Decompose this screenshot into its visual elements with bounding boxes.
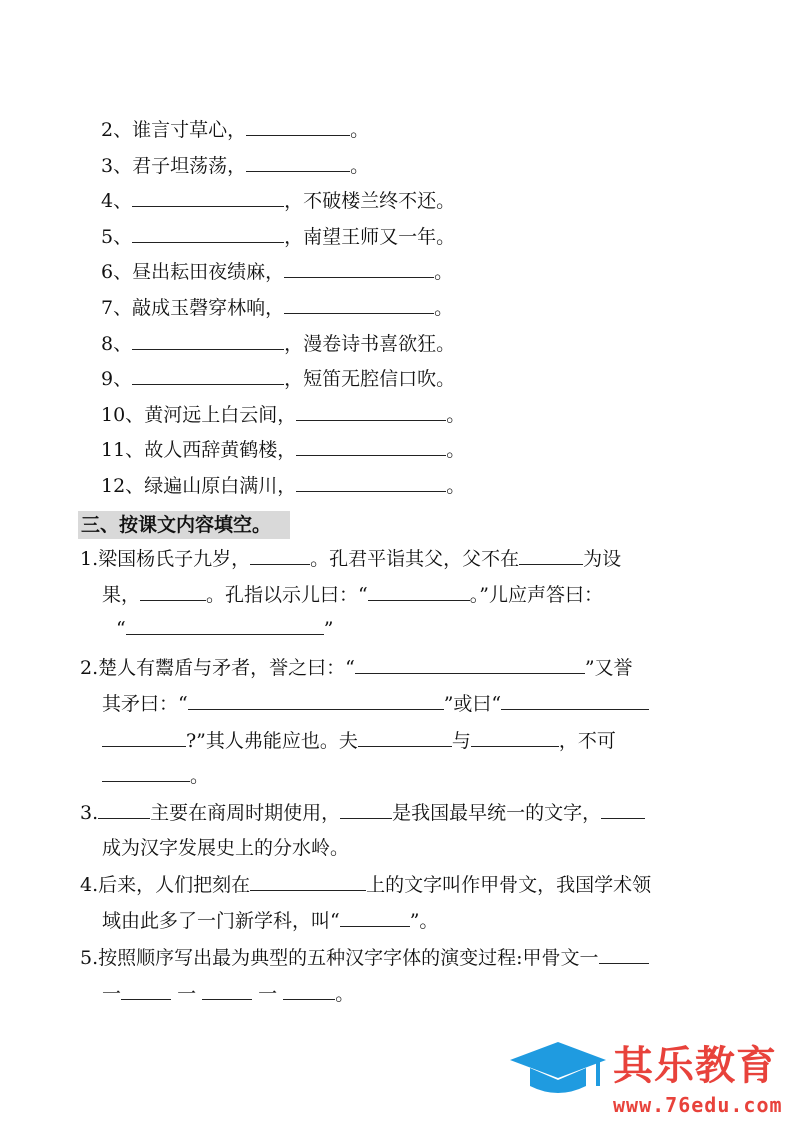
answer-blank[interactable] — [132, 225, 284, 243]
q5-dash: 一 — [102, 983, 122, 1005]
answer-blank[interactable] — [296, 403, 446, 421]
q3-text: 成为汉字发展史上的分水岭。 — [102, 837, 350, 859]
poem-text: ，漫卷诗书喜欲狂。 — [284, 333, 456, 355]
answer-blank[interactable] — [188, 692, 444, 710]
answer-blank[interactable] — [246, 154, 350, 172]
poem-text: 。 — [446, 439, 466, 461]
poem-text: 谁言寸草心， — [132, 119, 247, 141]
poem-text: 君子坦荡荡， — [132, 155, 247, 177]
answer-blank[interactable] — [296, 438, 446, 456]
question-2-line-4 — [102, 764, 209, 788]
poem-number: 9、 — [101, 368, 133, 390]
q2-text: 。 — [190, 765, 210, 787]
poem-text: 敲成玉磬穿林响， — [132, 297, 285, 319]
poem-number: 6、 — [101, 261, 133, 283]
answer-blank[interactable] — [126, 617, 324, 635]
q2-text: ”或曰“ — [443, 693, 502, 715]
poem-line — [101, 154, 369, 178]
poem-text: 。 — [350, 119, 370, 141]
question-1-line-3 — [116, 617, 333, 641]
answer-blank[interactable] — [250, 873, 366, 891]
q5-dash: 一 — [177, 983, 197, 1005]
poem-number: 3、 — [101, 155, 133, 177]
question-4-line-2 — [102, 909, 438, 933]
poem-line — [101, 403, 465, 427]
q3-text: 3. — [80, 802, 99, 824]
poem-number: 4、 — [101, 190, 133, 212]
answer-blank[interactable] — [140, 583, 206, 601]
q4-text: 4.后来，人们把刻在 — [80, 874, 251, 896]
answer-blank[interactable] — [340, 909, 410, 927]
poem-text: 。 — [446, 404, 466, 426]
poem-line — [101, 367, 455, 391]
question-1-line-2 — [102, 583, 603, 607]
answer-blank[interactable] — [132, 189, 284, 207]
q5-dash: 一 — [258, 983, 278, 1005]
section-title: 三、按课文内容填空。 — [78, 511, 290, 539]
q2-text: ”又誉 — [584, 657, 633, 679]
q1-text: 。孔指以示儿曰：“ — [206, 584, 368, 606]
q5-text: 5.按照顺序写出最为典型的五种汉字字体的演变过程:甲骨文一 — [80, 947, 599, 969]
poem-line — [101, 118, 369, 142]
q1-text: 。”儿应声答曰： — [469, 584, 603, 606]
q4-text: 域由此多了一门新学科，叫“ — [102, 910, 340, 932]
q3-text: 主要在商周时期使用， — [150, 802, 341, 824]
q2-text: 与 — [451, 730, 471, 752]
answer-blank[interactable] — [284, 296, 434, 314]
poem-text: 故人西辞黄鹤楼， — [144, 439, 297, 461]
question-5-line-1 — [80, 946, 649, 970]
logo-url[interactable]: www.76edu.com — [613, 1093, 783, 1117]
poem-line — [101, 225, 455, 249]
poem-text: 。 — [434, 297, 454, 319]
poem-number: 10、 — [101, 404, 145, 426]
poem-line — [101, 474, 465, 498]
poem-text: ，南望王师又一年。 — [284, 226, 456, 248]
answer-blank[interactable] — [471, 729, 559, 747]
answer-blank[interactable] — [132, 367, 284, 385]
answer-blank[interactable] — [601, 801, 645, 819]
answer-blank[interactable] — [121, 982, 171, 1000]
q2-text: ?”其人弗能应也。夫 — [186, 730, 358, 752]
answer-blank[interactable] — [202, 982, 252, 1000]
poem-line — [101, 332, 455, 356]
answer-blank[interactable] — [296, 474, 446, 492]
poem-number: 7、 — [101, 297, 133, 319]
q2-text: 2.楚人有鬻盾与矛者，誉之曰：“ — [80, 657, 355, 679]
answer-blank[interactable] — [358, 729, 452, 747]
q1-text: “ — [116, 618, 126, 640]
poem-text: 黄河远上白云间， — [144, 404, 297, 426]
question-3-line-1 — [80, 801, 645, 825]
poem-text: 绿遍山原白满川， — [144, 475, 297, 497]
answer-blank[interactable] — [501, 692, 649, 710]
question-1-line-1 — [80, 547, 621, 571]
answer-blank[interactable] — [250, 547, 310, 565]
q1-text: ” — [323, 618, 334, 640]
q1-text: 为设 — [583, 548, 622, 570]
question-3-line-2 — [102, 836, 349, 860]
q1-text: 果， — [102, 584, 141, 606]
answer-blank[interactable] — [355, 656, 585, 674]
poem-text: ，不破楼兰终不还。 — [284, 190, 456, 212]
poem-line — [101, 189, 455, 213]
answer-blank[interactable] — [284, 260, 434, 278]
poem-number: 5、 — [101, 226, 133, 248]
question-2-line-2 — [102, 692, 649, 716]
poem-number: 8、 — [101, 333, 133, 355]
poem-text: ，短笛无腔信口吹。 — [284, 368, 456, 390]
answer-blank[interactable] — [519, 547, 583, 565]
answer-blank[interactable] — [368, 583, 470, 601]
answer-blank[interactable] — [132, 332, 284, 350]
poem-line — [101, 296, 453, 320]
q5-text: 。 — [335, 983, 355, 1005]
question-2-line-1 — [80, 656, 633, 680]
poem-text: 。 — [446, 475, 466, 497]
poem-text: 昼出耘田夜绩麻， — [132, 261, 285, 283]
q4-text: 上的文字叫作甲骨文，我国学术领 — [366, 874, 652, 896]
answer-blank[interactable] — [599, 946, 649, 964]
poem-line — [101, 260, 453, 284]
poem-number: 11、 — [101, 439, 145, 461]
poem-text: 。 — [434, 261, 454, 283]
q2-text: 其矛曰：“ — [102, 693, 188, 715]
q4-text: ”。 — [409, 910, 439, 932]
logo-name: 其乐教育 — [613, 1043, 777, 1089]
question-4-line-1 — [80, 873, 651, 897]
question-5-line-2 — [102, 982, 354, 1006]
q1-text: 。孔君平诣其父，父不在 — [310, 548, 520, 570]
answer-blank[interactable] — [246, 118, 350, 136]
answer-blank[interactable] — [98, 801, 150, 819]
poem-text: 。 — [350, 155, 370, 177]
answer-blank[interactable] — [340, 801, 392, 819]
q3-text: 是我国最早统一的文字， — [392, 802, 602, 824]
poem-line — [101, 438, 465, 462]
q1-text: 1.梁国杨氏子九岁， — [80, 548, 251, 570]
graduation-cap-icon — [508, 1040, 608, 1100]
answer-blank[interactable] — [283, 982, 335, 1000]
answer-blank[interactable] — [102, 729, 186, 747]
q2-text: ，不可 — [558, 730, 616, 752]
poem-number: 2、 — [101, 119, 133, 141]
poem-number: 12、 — [101, 475, 145, 497]
question-2-line-3 — [102, 729, 616, 753]
answer-blank[interactable] — [102, 764, 190, 782]
